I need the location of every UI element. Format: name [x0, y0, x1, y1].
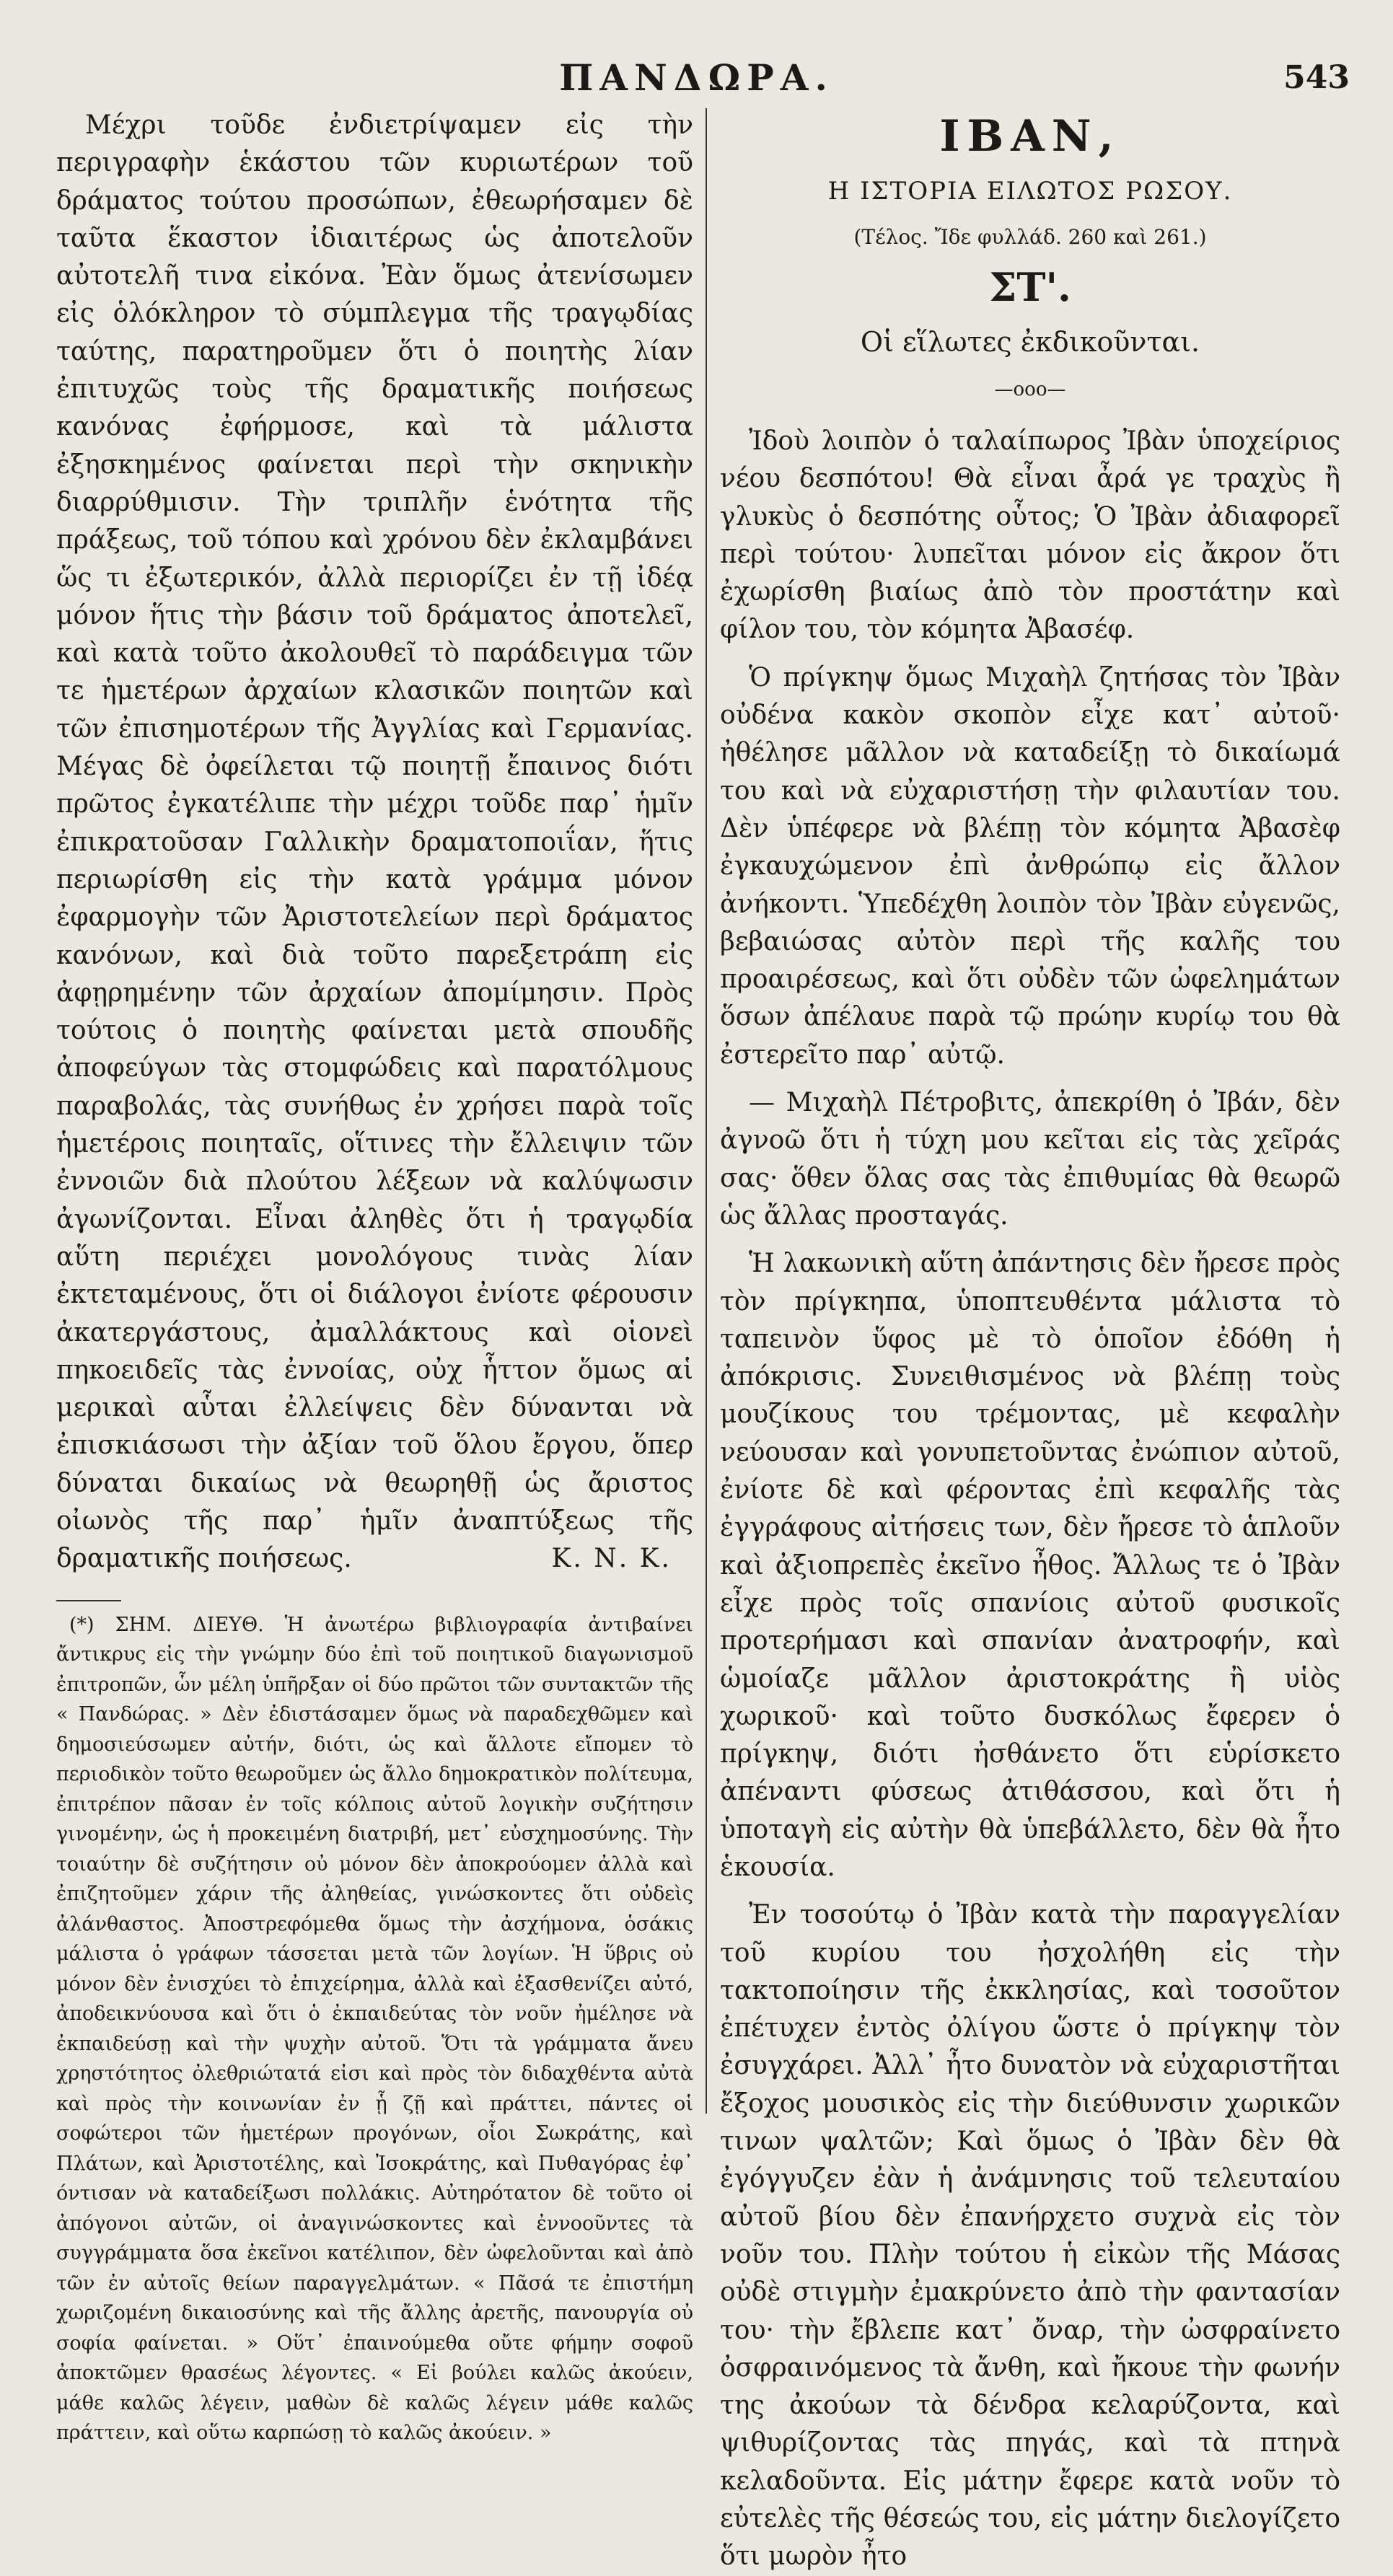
right-column — [720, 107, 1340, 2572]
story-paragraph: Ὁ πρίγκηψ ὅμως Μιχαὴλ ζητήσας τὸν Ἰβὰν οὐδένα κακὸν σκοπὸν εἶχε κατ᾽ αὐτοῦ· ἠθέλησε μᾶλλον νὰ καταδείξῃ τὸ δικαίωμά του καὶ νὰ εὐχαριστήσῃ τὴν φιλαυτίαν του. Δὲν ὑπέφερε νὰ βλέπῃ τὸν κόμητα Ἀβασὲφ ἐγκαυχώμενον ἐπὶ ἀνθρώπῳ εἰς ἄλλον ἀνήκοντι. Ὑπεδέχθη λοιπὸν τὸν Ἰβὰν εὐγενῶς, βεβαιώσας αὐτὸν περὶ τῆς καλῆς του προαιρέσεως, καὶ ὅτι οὐδὲν τῶν ὠφελημάτων ὅσων ἀπέλαυε παρὰ τῷ πρώην κυρίῳ του θὰ ἐστερεῖτο παρ᾽ αὐτῷ. — [720, 662, 1340, 1070]
page-header — [0, 56, 1393, 107]
page-number: 543 — [1283, 59, 1350, 96]
review-paragraph: Μέχρι τοῦδε ἐνδιετρίψαμεν εἰς τὴν περιγραφὴν ἑκάστου τῶν κυριωτέρων τοῦ δράματος τούτου προσώπων, ἐθεωρήσαμεν δὲ ταῦτα ἕκαστον ἰδιαιτέρως ὡς ἀποτελοῦν αὐτοτελῆ τινα εἰκόνα. Ἐὰν ὅμως ἀτενίσωμεν εἰς ὁλόκληρον τὸ σύμπλεγμα τῆς τραγῳδίας ταύτης, παρατηροῦμεν ὅτι ὁ ποιητὴς λίαν ἐπιτυχῶς τοὺς τῆς δραματικῆς ποιήσεως κανόνας ἐφήρμοσε, καὶ τὰ μάλιστα ἐξησκημένος φαίνεται περὶ τὴν σκηνικὴν διαρρύθμισιν. Τὴν τριπλῆν ἑνότητα τῆς πράξεως, τοῦ τόπου καὶ χρόνου δὲν ἐκλαμβάνει ὥς τι ἐξωτερικόν, ἀλλὰ περιορίζει ἐν τῇ ἰδέᾳ μόνον ἥτις τὴν βάσιν τοῦ δράματος ἀποτελεῖ, καὶ κατὰ τοῦτο ἀκολουθεῖ τὸ παράδειγμα τῶν τε ἡμετέρων ἀρχαίων κλασικῶν ποιητῶν καὶ τῶν ἐπισημοτέρων τῆς Ἀγγλίας καὶ Γερμανίας. Μέγας δὲ ὀφείλεται τῷ ποιητῇ ἔπαινος διότι πρῶτος ἐγκατέλιπε τὴν μέχρι τοῦδε παρ᾽ ἡμῖν ἐπικρατοῦσαν Γαλλικὴν δραματοποιΐαν, ἥτις περιωρίσθη εἰς τὴν κατὰ γράμμα μόνον ἐφαρμογὴν τῶν Ἀριστοτελείων περὶ δράματος κανόνων, καὶ διὰ τοῦτο παρεξετράπη εἰς ἀφῃρημένην τῶν ἀρχαίων ἀπομίμησιν. Πρὸς τούτοις ὁ ποιητὴς φαίνεται μετὰ σπουδῆς ἀποφεύγων τὰς στομφώδεις καὶ παρατόλμους παραβολάς, τὰς συνήθως ἐν χρήσει παρὰ τοῖς ἡμετέροις ποιηταῖς, οἵτινες τὴν ἔλλειψιν τῶν ἐννοιῶν διὰ πλούτου λέξεων νὰ καλύψωσιν ἀγωνίζονται. Εἶναι ἀληθὲς ὅτι ἡ τραγῳδία αὕτη περιέχει μονολόγους τινὰς λίαν ἐκτεταμένους, ὅτι οἱ διάλογοι ἐνίοτε φέρουσιν ἀκατεργάστους, ἀμαλλάκτους καὶ οἱονεὶ πηκοειδεῖς τὰς ἐννοίας, οὐχ ἧττον ὅμως αἱ μερικαὶ αὗται ἐλλείψεις δὲν δύνανται νὰ ἐπισκιάσωσι τὴν ἀξίαν τοῦ ὅλου ἔργου, ὅπερ δύναται δικαίως νὰ θεωρηθῇ ὡς ἄριστος οἰωνὸς τῆς παρ᾽ ἡμῖν ἀναπτύξεως τῆς δραματικῆς ποιήσεως. — [56, 110, 693, 1574]
chapter-numeral: ΣΤ'. — [989, 264, 1071, 310]
story-paragraph: Ἰδοὺ λοιπὸν ὁ ταλαίπωρος Ἰβὰν ὑποχείριος νέου δεσπότου! Θὰ εἶναι ἆρά γε τραχὺς ἢ γλυκὺς ὁ δεσπότης οὗτος; Ὁ Ἰβὰν ἀδιαφορεῖ περὶ τούτου· λυπεῖται μόνον εἰς ἄκρον ὅτι ἐχωρίσθη βιαίως ἀπὸ τὸν προστάτην καὶ φίλον του, τὸν κόμητα Ἀβασέφ. — [720, 426, 1340, 645]
story-subtitle: Η ΙΣΤΟΡΙΑ ΕΙΛΩΤΟΣ ΡΩΣΟΥ. — [827, 177, 1233, 206]
chapter-title: Οἱ εἵλωτες ἐκδικοῦνται. — [860, 326, 1200, 358]
footnote-divider — [56, 1600, 121, 1601]
story-title: ΙΒΑΝ, — [939, 111, 1121, 162]
column-divider — [706, 108, 707, 2114]
story-paragraph: — Μιχαὴλ Πέτροβιτς, ἀπεκρίθη ὁ Ἰβάν, δὲν ἀγνοῶ ὅτι ἡ τύχη μου κεῖται εἰς τὰς χεῖράς σας· ὅθεν ὅλας σας τὰς ἐπιθυμίας θὰ θεωρῶ ὡς ἄλλας προσταγάς. — [720, 1088, 1340, 1231]
author-signature: Κ. Ν. Κ. — [551, 1544, 672, 1574]
left-column — [56, 107, 693, 2445]
editorial-footnote: (*) ΣΗΜ. ΔΙΕΥΘ. Ἡ ἀνωτέρω βιβλιογραφία ἀντιβαίνει ἄντικρυς εἰς τὴν γνώμην δύο ἐπὶ τοῦ ποιητικοῦ διαγωνισμοῦ ἐπιτροπῶν, ὧν μέλη ὑπῆρξαν οἱ δύο πρῶτοι τῶν συντακτῶν τῆς « Πανδώρας. » Δὲν ἐδιστάσαμεν ὅμως νὰ παραδεχθῶμεν καὶ δημοσιεύσωμεν αὐτήν, διότι, ὡς καὶ ἄλλοτε εἴπομεν τὸ περιοδικὸν τοῦτο θεωροῦμεν ὡς ἄλλο δημοκρατικὸν πολίτευμα, ἐπιτρέπον πᾶσαν ἐν τοῖς κόλποις αὐτοῦ λογικὴν συζήτησιν γινομένην, ὡς ἡ προκειμένη διατριβή, μετ᾽ εὐσχημοσύνης. Τὴν τοιαύτην δὲ συζήτησιν οὐ μόνον δὲν ἀποκρούομεν ἀλλὰ καὶ ἐπιζητοῦμεν χάριν τῆς ἀληθείας, γινώσκοντες ὅτι οὐδεὶς ἀλάνθαστος. Ἀποστρεφόμεθα ὅμως τὴν ἀσχήμονα, ὁσάκις μάλιστα ὁ γράφων τάσσεται μετὰ τῶν λογίων. Ἡ ὕβρις οὐ μόνον δὲν ἐνισχύει τὸ ἐπιχείρημα, ἀλλὰ καὶ ἐξασθενίζει αὐτό, ἀποδεικνύουσα καὶ ὅτι ὁ ἐκπαιδεύτας τὸν νοῦν ἠμέλησε νὰ ἐκπαιδεύσῃ καὶ τὴν ψυχὴν αὐτοῦ. Ὅτι τὰ γράμματα ἄνευ χρηστότητος ὀλεθριώτατά εἰσι καὶ πρὸς τὸν διδαχθέντα αὐτὰ καὶ πρὸς τὴν κοινωνίαν ἐν ᾗ ζῇ καὶ πράττει, πάντες οἱ σοφώτεροι τῶν ἡμετέρων προγόνων, οἷοι Σωκράτης, καὶ Πλάτων, καὶ Ἀριστοτέλης, καὶ Ἰσοκράτης, καὶ Πυθαγόρας ἐφ᾽ όντισαν νὰ καταδείξωσι πολλάκις. Αὐτηρότατον δὲ τοῦτο οἱ ἀπόγονοι αὐτῶν, οἱ ἀναγινώσκοντες καὶ ἐννοοῦντες τὰ συγγράμματα ὅσα ἐκεῖνοι κατέλιπον, δὲν ὠφελοῦνται καὶ ἀπὸ τῶν ἐν αὐτοῖς θείων παραγγελμάτων. « Πᾶσά τε ἐπιστήμη χωριζομένη δικαιοσύνης καὶ τῆς ἄλλης ἀρετῆς, πανουργία οὐ σοφία φαίνεται. » Οὕτ᾽ ἐπαινούμεθα οὔτε φήμην σοφοῦ ἀποκτῶμεν θρασέως λέγοντες. « Εἰ βούλει καλῶς ἀκούειν, μάθε καλῶς λέγειν, μαθὼν δὲ καλῶς λέγειν μάθε καλῶς πράττειν, καὶ οὕτω καρπώσῃ τὸ καλῶς ἀκούειν. » — [56, 1613, 693, 2445]
story-paragraph: Ἐν τοσούτῳ ὁ Ἰβὰν κατὰ τὴν παραγγελίαν τοῦ κυρίου του ἠσχολήθη εἰς τὴν τακτοποίησιν τῆς ἐκκλησίας, καὶ τοσοῦτον ἐπέτυχεν ἐντὸς ὀλίγου ὥστε ὁ πρίγκηψ τὸν ἐσυγχάρει. Ἀλλ᾽ ἦτο δυνατὸν νὰ εὐχαριστῆται ἔξοχος μουσικὸς εἰς τὴν διεύθυνσιν χωρικῶν τινων ψαλτῶν; Καὶ ὅμως ὁ Ἰβὰν δὲν θὰ ἐγόγγυζεν ἐὰν ἡ ἀνάμνησις τοῦ τελευταίου αὐτοῦ βίου δὲν ἐπανήρχετο συχνὰ εἰς τὸν νοῦν του. Πλὴν τούτου ἡ εἰκὼν τῆς Μάσας οὐδὲ στιγμὴν ἐμακρύνετο ἀπὸ τὴν φαντασίαν του· τὴν ἔβλεπε κατ᾽ ὄναρ, τὴν ὠσφραίνετο ὀσφραινόμενος τὰ ἄνθη, καὶ ἤκουε τὴν φωνήν της ἀκούων τὰ δένδρα κελαρύζοντα, καὶ ψιθυρίζοντας τὰς πηγάς, καὶ τὰ πτηνὰ κελαδοῦντα. Εἰς μάτην ἔφερε κατὰ νοῦν τὸ εὐτελὲς τῆς θέσεώς του, εἰς μάτην διελογίζετο ὅτι μωρὸν ἦτο — [720, 1900, 1340, 2572]
story-paragraph: Ἡ λακωνικὴ αὕτη ἀπάντησις δὲν ἤρεσε πρὸς τὸν πρίγκηπα, ὑποπτευθέντα μάλιστα τὸ ταπεινὸν ὕφος μὲ τὸ ὁποῖον ἐδόθη ἡ ἀπόκρισις. Συνειθισμένος νὰ βλέπῃ τοὺς μουζίκους του τρέμοντας, μὲ κεφαλὴν νεύουσαν καὶ γονυπετοῦντας ἐνώπιον αὐτοῦ, ἐνίοτε δὲ καὶ φέροντας ἐπὶ κεφαλῆς τὰς ἐγγράφους αἰτήσεις των, δὲν ἤρεσε τὸ ἁπλοῦν καὶ ἀξιοπρεπὲς ἐκεῖνο ἦθος. Ἄλλως τε ὁ Ἰβὰν εἶχε πρὸς τοῖς σπανίοις αὐτοῦ φυσικοῖς προτερήμασι καὶ σπανίαν ἀνατροφήν, καὶ ὡμοίαζε μᾶλλον ἀριστοκράτης ἢ υἱὸς χωρικοῦ· καὶ τοῦτο δυσκόλως ἔφερεν ὁ πρίγκηψ, διότι ἠσθάνετο ὅτι εὑρίσκετο ἀπέναντι φύσεως ἀτιθάσσου, καὶ ὅτι ἡ ὑποταγὴ εἰς αὐτὴν θὰ ὑπεβάλλετο, δὲν θὰ ἦτο ἑκουσία. — [720, 1249, 1340, 1882]
running-head: ΠΑΝΔΩΡΑ. — [559, 56, 834, 99]
continuation-note: (Τέλος. Ἴδε φυλλάδ. 260 καὶ 261.) — [853, 225, 1207, 249]
section-ornament: —οοο— — [994, 379, 1066, 400]
